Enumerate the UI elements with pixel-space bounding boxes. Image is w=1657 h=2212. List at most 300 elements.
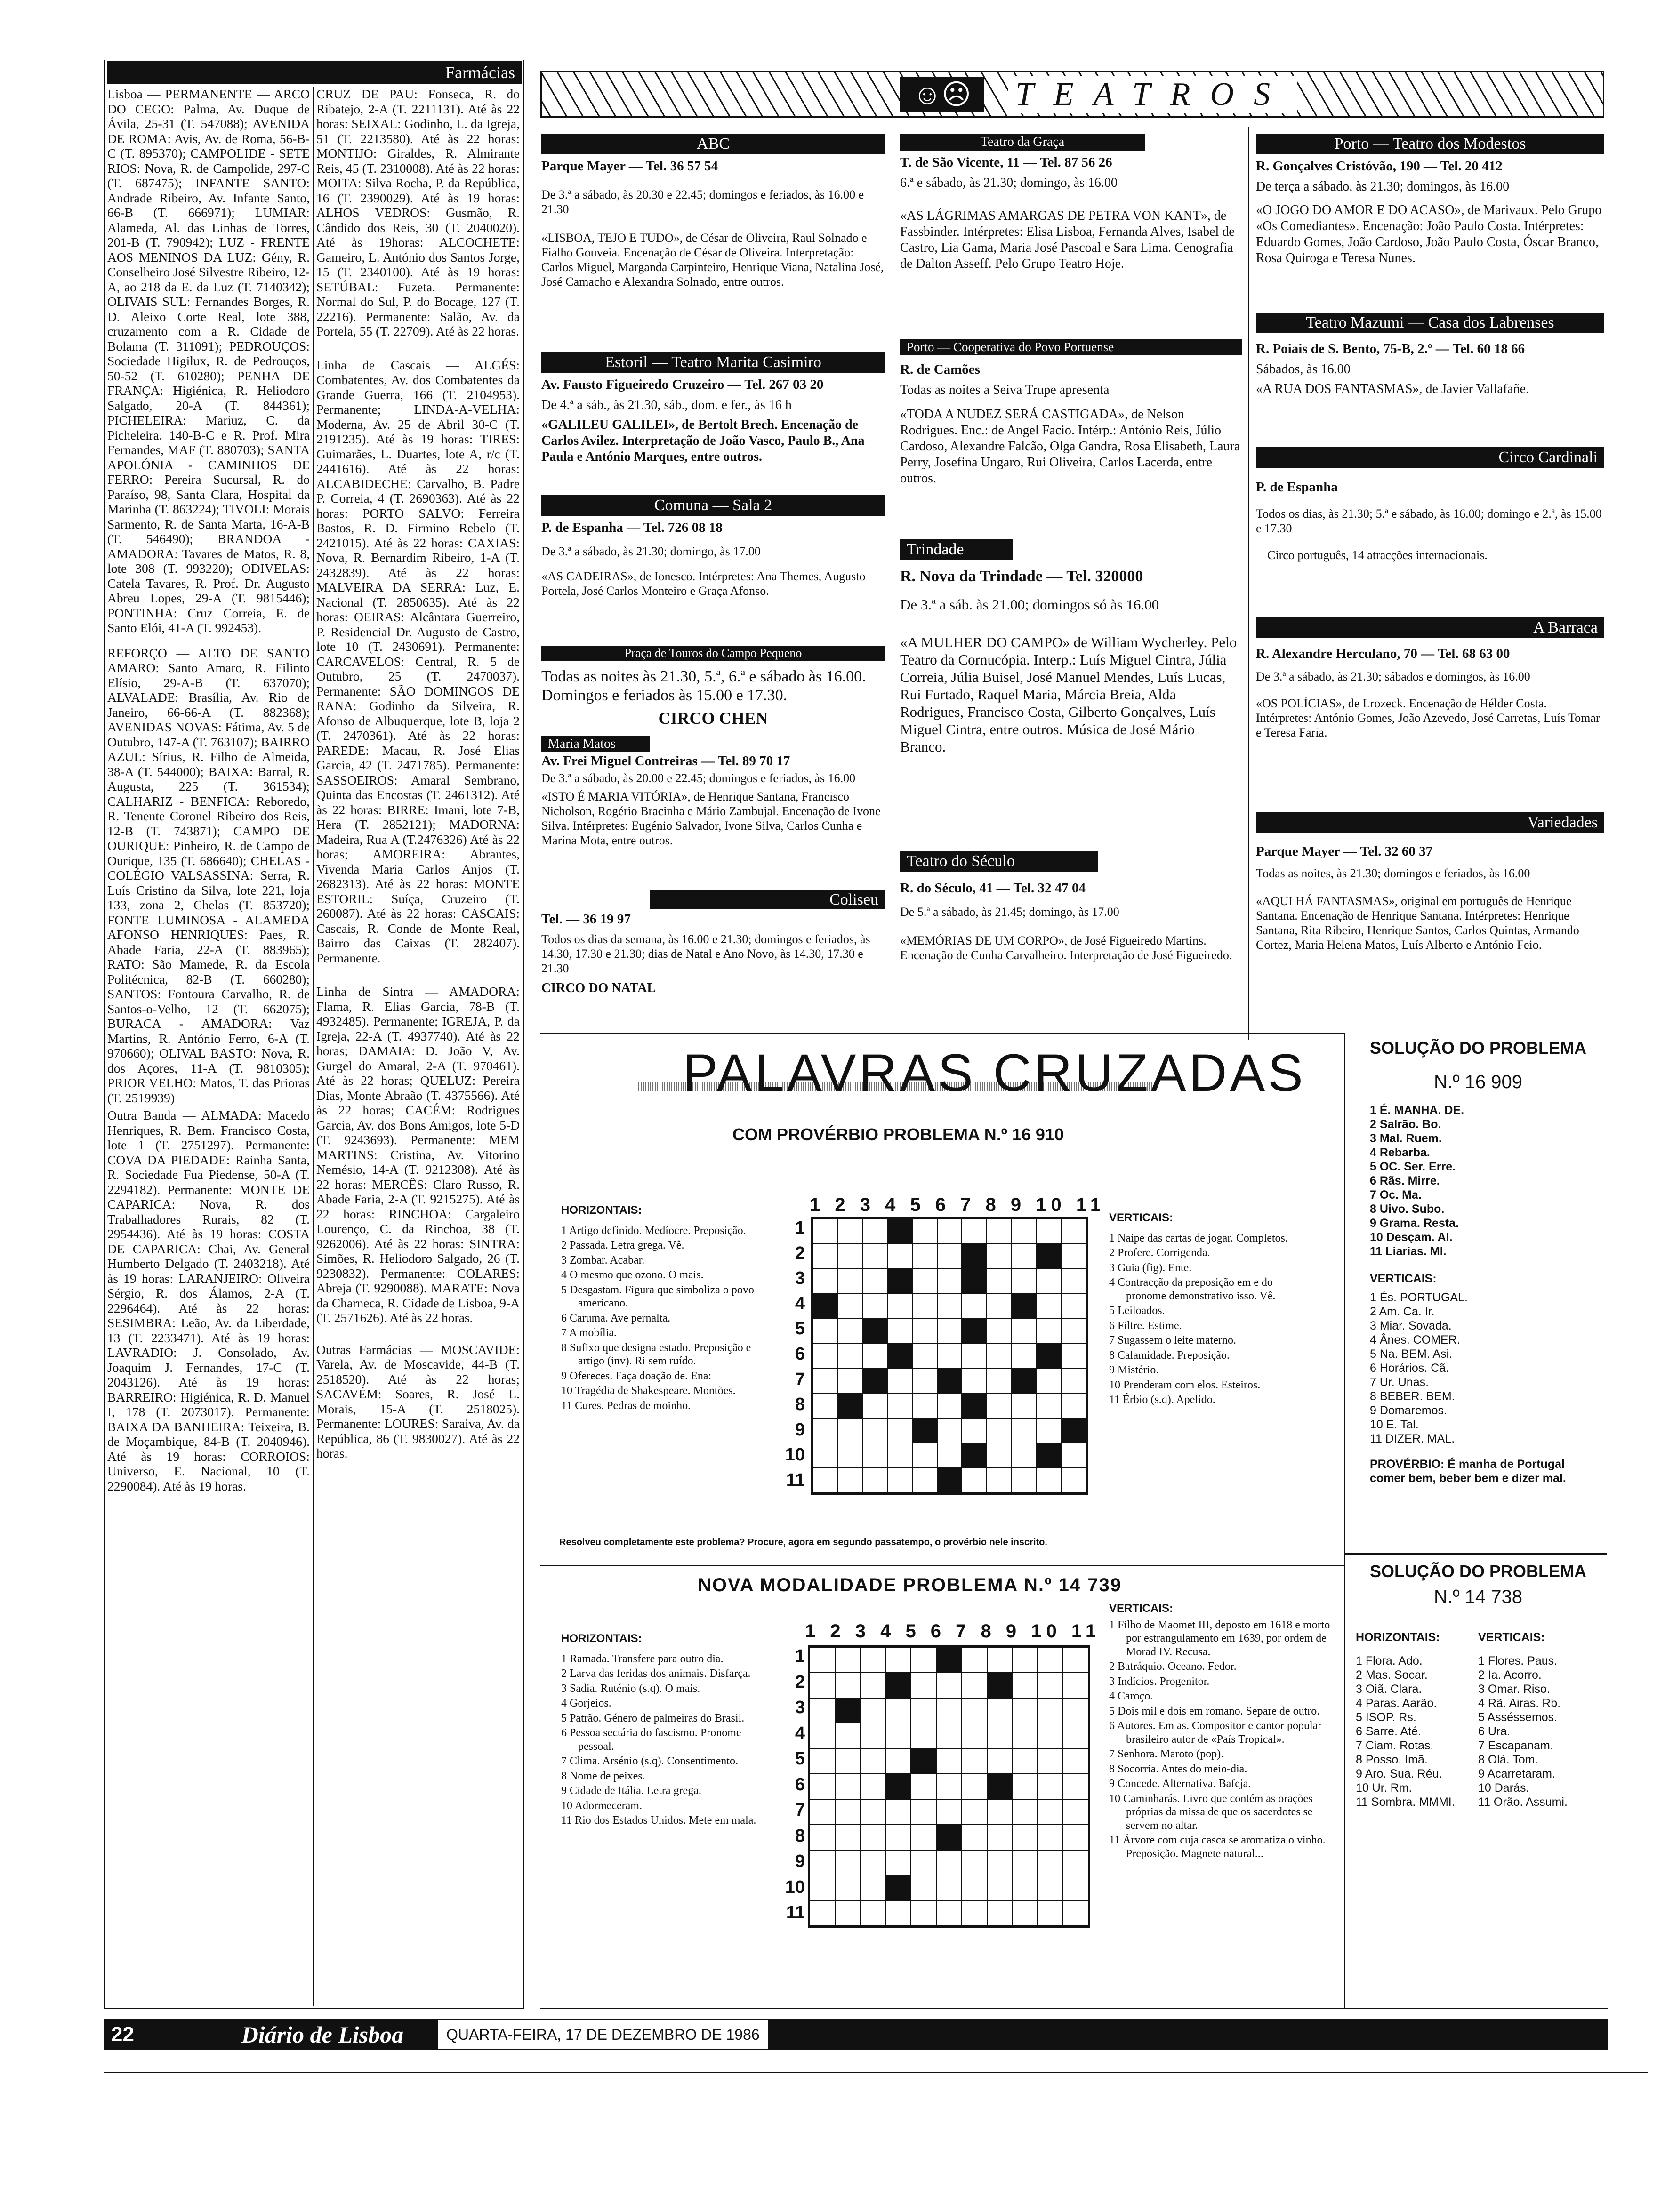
grid-cell[interactable] (861, 1673, 886, 1698)
grid-cell[interactable] (936, 1900, 962, 1926)
grid-cell[interactable] (861, 1875, 886, 1900)
grid-row-number: 4 (795, 1293, 805, 1314)
grid-cell-black (887, 1344, 912, 1369)
grid-cell[interactable] (962, 1875, 987, 1900)
grid-cell[interactable] (885, 1799, 911, 1825)
graca-address: T. de São Vicente, 11 — Tel. 87 56 26 (900, 155, 1112, 170)
grid-cell[interactable] (862, 1269, 887, 1294)
grid-cell[interactable] (1062, 1443, 1086, 1468)
grid-cell[interactable] (1062, 1319, 1086, 1344)
clue-vertical: 6 Autores. Em as. Compositor e cantor popular brasileiro autor de «País Tropical». (1109, 1720, 1322, 1746)
crossword1-grid (811, 1217, 1088, 1495)
grid-cell[interactable] (987, 1244, 1012, 1269)
footer-page-number: 22 (111, 2023, 134, 2046)
grid-cell[interactable] (1013, 1774, 1038, 1799)
campo-header: Praça de Touros do Campo Pequeno (541, 646, 885, 661)
grid-cell[interactable] (885, 1723, 911, 1748)
clue-vertical: 10 Prenderam com elos. Esteiros. (1109, 1378, 1261, 1391)
grid-cell[interactable] (987, 1468, 1012, 1493)
grid-cell[interactable] (812, 1443, 837, 1468)
grid-cell[interactable] (1013, 1799, 1038, 1825)
grid-cell[interactable] (837, 1219, 862, 1244)
grid-cell[interactable] (1038, 1900, 1063, 1926)
grid-cell[interactable] (1038, 1875, 1063, 1900)
grid-cell[interactable] (812, 1393, 837, 1418)
grid-cell[interactable] (912, 1269, 937, 1294)
grid-cell[interactable] (861, 1647, 886, 1673)
grid-cell[interactable] (962, 1723, 987, 1748)
clue-horizontal: 1 Ramada. Transfere para outro dia. (561, 1652, 724, 1665)
grid-cell[interactable] (1013, 1900, 1038, 1926)
grid-cell[interactable] (937, 1319, 962, 1344)
pharmacy-lisboa-reforco: REFORÇO — ALTO DE SANTO AMARO: Santo Amaro, R. Filinto Elísio, 29-A-B (T. 637070); ALVALADE: Brasília, Av. Rio de Janeiro, 66-66-A (T. 882368); AVENIDAS NOVAS: Fátima, Av. 5 de Outubro, 147-A (T. 763107); BAIRRO AZUL: Sírius, R. Filho de Almeida, 38-A (T. 544000); BAIXA: Barral, R. Augusta, 225 (T. 361534); CALHARIZ - BENFICA: Reboredo, R. Tenente Coronel Ribeiro dos Reis, 12-B (T. 743871); CAMPO DE OURIQUE: Pinheiro, R. de Campo de Ourique, 135 (T. 686640); CHELAS - COLÉGIO VALSASSINA: Serra, R. Luís Cristino da Silva, lote 221, loja 133, zona 2, Chelas (T. 853720); FONTE LUMINOSA - ALAMEDA AFONSO HENRIQUES: Paes, R. Abade Faria, 22-A (T. 883965); RATO: São Mamede, R. da Escola Politécnica, 82-B (T. 660280); SANTOS: Fontoura Carvalho, R. de Santos-o-Velho, 12 (T. 662075); BURACA - AMADORA: Vaz Martins, R. António Ferro, 6-A (T. 970660); OLIVAL BASTO: Nova, R. dos Açores, 11-A (T. 9810305); PRIOR VELHO: Matos, T. das Prioras (T. 2519939) (107, 645, 310, 1105)
comuna-header: Comuna — Sala 2 (541, 495, 885, 516)
pharmacy-bottom-rule (104, 2008, 524, 2009)
grid-cell[interactable] (810, 1799, 835, 1825)
solution-line: 2 Mas. Socar. (1356, 1668, 1428, 1682)
grid-cell[interactable] (912, 1368, 937, 1393)
solution-line: 6 Sarre. Até. (1356, 1725, 1421, 1738)
grid-cell[interactable] (812, 1368, 837, 1393)
grid-cell[interactable] (885, 1900, 911, 1926)
cardinali-desc: Circo português, 14 atracções internacionais. (1267, 548, 1488, 562)
pharmacy-col-2 (316, 87, 520, 1464)
grid-cell[interactable] (962, 1673, 987, 1698)
grid-cell[interactable] (911, 1723, 936, 1748)
grid-cell[interactable] (1063, 1850, 1088, 1875)
grid-cell[interactable] (937, 1443, 962, 1468)
grid-cell[interactable] (1063, 1698, 1088, 1723)
grid-cell[interactable] (1038, 1647, 1063, 1673)
grid-cell[interactable] (861, 1774, 886, 1799)
grid-cell[interactable] (835, 1748, 861, 1774)
grid-cell[interactable] (810, 1647, 835, 1673)
solution-line: 5 Na. BEM. Asi. (1370, 1347, 1453, 1361)
grid-cell[interactable] (837, 1344, 862, 1369)
grid-cell[interactable] (1038, 1774, 1063, 1799)
grid-cell[interactable] (962, 1344, 987, 1369)
grid-cell[interactable] (1038, 1723, 1063, 1748)
grid-cell[interactable] (887, 1393, 912, 1418)
grid-cell[interactable] (861, 1850, 886, 1875)
grid-cell[interactable] (862, 1393, 887, 1418)
grid-row-number: 3 (795, 1698, 805, 1717)
grid-cell[interactable] (912, 1443, 937, 1468)
abc-address: Parque Mayer — Tel. 36 57 54 (541, 159, 718, 174)
grid-cell[interactable] (835, 1673, 861, 1698)
grid-cell[interactable] (912, 1294, 937, 1319)
grid-cell[interactable] (812, 1418, 837, 1443)
clue-vertical: 1 Naipe das cartas de jogar. Completos. (1109, 1232, 1288, 1244)
grid-cell[interactable] (987, 1698, 1013, 1723)
grid-cell[interactable] (862, 1294, 887, 1319)
grid-cell[interactable] (837, 1269, 862, 1294)
modestos-times: De terça a sábado, às 21.30; domingos, às 16.00 (1256, 179, 1510, 194)
clue-horizontal: 1 Artigo definido. Medíocre. Preposição. (561, 1224, 746, 1237)
grid-cell-black (1037, 1443, 1062, 1468)
cooperativa-header: Porto — Cooperativa do Povo Portuense (900, 339, 1242, 355)
grid-cell[interactable] (837, 1368, 862, 1393)
grid-cell[interactable] (887, 1443, 912, 1468)
grid-cell[interactable] (937, 1393, 962, 1418)
coliseu-desc: CIRCO DO NATAL (541, 981, 656, 995)
grid-cell[interactable] (936, 1748, 962, 1774)
grid-cell[interactable] (987, 1748, 1013, 1774)
solution1-number: N.º 16 909 (1433, 1072, 1523, 1092)
grid-cell[interactable] (1012, 1468, 1037, 1493)
grid-cell[interactable] (1037, 1468, 1062, 1493)
grid-cell[interactable] (835, 1850, 861, 1875)
grid-cell[interactable] (861, 1799, 886, 1825)
grid-cell[interactable] (911, 1875, 936, 1900)
grid-cell[interactable] (1063, 1799, 1088, 1825)
crossword-title: PALAVRAS CRUZADAS (683, 1043, 1306, 1102)
grid-cell[interactable] (835, 1799, 861, 1825)
grid-row-number: 5 (795, 1749, 805, 1769)
grid-cell[interactable] (987, 1368, 1012, 1393)
grid-cell[interactable] (861, 1825, 886, 1850)
grid-cell[interactable] (1063, 1900, 1088, 1926)
grid-cell[interactable] (862, 1244, 887, 1269)
grid-cell[interactable] (1013, 1875, 1038, 1900)
grid-cell[interactable] (810, 1900, 835, 1926)
grid-cell[interactable] (861, 1748, 886, 1774)
grid-cell[interactable] (1012, 1344, 1037, 1369)
grid-cell[interactable] (1038, 1799, 1063, 1825)
grid-cell[interactable] (936, 1799, 962, 1825)
grid-cell[interactable] (837, 1294, 862, 1319)
grid-cell-black (936, 1825, 962, 1850)
grid-cell[interactable] (987, 1294, 1012, 1319)
grid-cell[interactable] (810, 1748, 835, 1774)
grid-cell[interactable] (835, 1900, 861, 1926)
grid-cell[interactable] (987, 1219, 1012, 1244)
grid-cell[interactable] (810, 1723, 835, 1748)
mariamatos-address: Av. Frei Miguel Contreiras — Tel. 89 70 17 (541, 753, 790, 769)
grid-cell[interactable] (911, 1825, 936, 1850)
grid-cell[interactable] (810, 1825, 835, 1850)
grid-cell[interactable] (837, 1319, 862, 1344)
pharmacy-linha-sintra: Linha de Sintra — AMADORA: Flama, R. Elias Garcia, 78-B (T. 4932485). Permanente; IGREJA, P. da Igreja, 22-A (T. 4937740). Até às 22 horas; DAMAIA: D. João V, Av. Gurgel do Amaral, 2-A (T. 970461). Até às 22 horas; QUELUZ: Pereira Dias, Monte Abraão (T. 4375566). Até às 22 horas; CACÉM: Rodrigues Garcia, Av. dos Bons Amigos, lote 5-D (T. 9243693). Permanente: MEM MARTINS: Cristina, Av. Vitorino Nemésio, 14-A (T. 9212308). Até às 22 horas: MERCÊS: Claro Russo, R. Abade Faria, 2-A (T. 9215275). Até às 22 horas: RINCHOA: Cargaleiro Lourenço, C. da Rinchoa, 38 (T. 9262006). Até às 22 horas: SINTRA: Simões, R. Heliodoro Salgado, 26 (T. 9230832). Permanente: COLARES: Abreja (T. 9290088). MARATE: Nova da Charneca, R. Cidade de Lisboa, 9-A (T. 2571626). Até às 22 horas. (316, 984, 520, 1325)
grid-cell[interactable] (912, 1319, 937, 1344)
grid-cell[interactable] (1037, 1368, 1062, 1393)
abc-header: ABC (541, 134, 885, 154)
grid-cell[interactable] (987, 1443, 1012, 1468)
grid-cell[interactable] (1038, 1673, 1063, 1698)
grid-cell[interactable] (1062, 1269, 1086, 1294)
grid-cell[interactable] (812, 1319, 837, 1344)
coliseu-header: Coliseu (650, 890, 885, 909)
grid-cell[interactable] (1063, 1774, 1088, 1799)
grid-cell[interactable] (861, 1900, 886, 1926)
grid-cell-black (962, 1244, 987, 1269)
grid-cell[interactable] (911, 1698, 936, 1723)
grid-cell[interactable] (1063, 1825, 1088, 1850)
grid-row-number: 7 (795, 1800, 805, 1820)
grid-cell[interactable] (862, 1468, 887, 1493)
grid-cell[interactable] (987, 1647, 1013, 1673)
grid-cell[interactable] (911, 1774, 936, 1799)
grid-cell-black (862, 1368, 887, 1393)
grid-cell[interactable] (1038, 1850, 1063, 1875)
mariamatos-header: Maria Matos (541, 736, 650, 752)
grid-cell-black (862, 1319, 887, 1344)
grid-cell[interactable] (1037, 1219, 1062, 1244)
clue-horizontal: 7 A mobília. (561, 1327, 617, 1339)
grid-cell[interactable] (962, 1748, 987, 1774)
comuna-desc: «AS CADEIRAS», de Ionesco. Intérpretes: Ana Themes, Augusto Portela, José Carlos Monteiro e Graça Afonso. (541, 569, 866, 598)
grid-cell[interactable] (1013, 1825, 1038, 1850)
grid-cell[interactable] (885, 1850, 911, 1875)
solution-line: 7 Ur. Unas. (1370, 1376, 1429, 1389)
clue-vertical: 4 Contracção da preposição em e do pronome demonstrativo isso. Vê. (1109, 1276, 1276, 1302)
grid-cell[interactable] (862, 1418, 887, 1443)
grid-cell[interactable] (1062, 1368, 1086, 1393)
grid-cell[interactable] (936, 1673, 962, 1698)
grid-cell[interactable] (962, 1219, 987, 1244)
clue-horizontal: 10 Adormeceram. (561, 1799, 642, 1812)
theatre-cooperativa (900, 339, 1242, 490)
grid-cell[interactable] (837, 1468, 862, 1493)
grid-cell[interactable] (937, 1418, 962, 1443)
grid-cell[interactable] (987, 1875, 1013, 1900)
grid-cell[interactable] (812, 1244, 837, 1269)
clue-vertical: 11 Árvore com cuja casca se aromatiza o vinho. Preposição. Magnete natural... (1109, 1834, 1326, 1860)
grid-cell[interactable] (861, 1723, 886, 1748)
grid-cell[interactable] (911, 1850, 936, 1875)
clue-vertical: 10 Caminharás. Livro que contém as orações próprias da missa de que os sacerdotes se servem no altar. (1109, 1792, 1313, 1832)
coliseu-address: Tel. — 36 19 97 (541, 912, 631, 927)
coliseu-times: Todos os dias da semana, às 16.00 e 21.30; domingos e feriados, às 14.30, 17.30 e 21.30; dias de Natal e Ano Novo, às 14.30, 17.30 e 21.30 (541, 932, 870, 975)
grid-cell[interactable] (812, 1344, 837, 1369)
grid-cell[interactable] (835, 1647, 861, 1673)
grid-cell[interactable] (810, 1698, 835, 1723)
grid-cell[interactable] (1012, 1319, 1037, 1344)
grid-cell[interactable] (835, 1825, 861, 1850)
grid-cell[interactable] (885, 1647, 911, 1673)
grid-cell-black (1037, 1244, 1062, 1269)
grid-cell[interactable] (987, 1850, 1013, 1875)
grid-cell[interactable] (837, 1244, 862, 1269)
clue-vertical: 7 Senhora. Maroto (pop). (1109, 1748, 1224, 1760)
clue-horizontal: 9 Ofereces. Faça doação de. Ena: (561, 1370, 712, 1382)
grid-cell[interactable] (987, 1723, 1013, 1748)
grid-cell[interactable] (1062, 1468, 1086, 1493)
solution-line: 2 Salrão. Bo. (1370, 1118, 1441, 1131)
solution-divider (1344, 1033, 1345, 2008)
pharmacy-outras: Outras Farmácias — MOSCAVIDE: Varela, Av. de Moscavide, 44-B (T. 2518520). Até às 22 horas; SACAVÉM: Soares, R. José L. Morais, 15-A (T. 2518025). Permanente: LOURES: Saraiva, Av. da República, 86 (T. 9830027). Até às 22 horas. (316, 1342, 520, 1460)
grid-cell[interactable] (936, 1698, 962, 1723)
grid-cell[interactable] (812, 1468, 837, 1493)
grid-cell[interactable] (837, 1443, 862, 1468)
solution2 (1351, 1564, 1605, 1809)
grid-cell[interactable] (962, 1368, 987, 1393)
mariamatos-desc: «ISTO É MARIA VITÓRIA», de Henrique Santana, Francisco Nicholson, Rogério Bracinha e Mário Zambujal. Encenação de Ivone Silva. Intérpretes: Eugénio Salvador, Ivone Silva, Carlos Cunha e Marina Mota, entre outros. (541, 790, 881, 847)
grid-cell[interactable] (987, 1319, 1012, 1344)
grid-cell[interactable] (1063, 1723, 1088, 1748)
grid-cell[interactable] (887, 1319, 912, 1344)
cooperativa-address: R. de Camões (900, 362, 980, 377)
grid-cell[interactable] (810, 1875, 835, 1900)
grid-cell[interactable] (1012, 1393, 1037, 1418)
grid-cell[interactable] (962, 1468, 987, 1493)
grid-cell[interactable] (911, 1647, 936, 1673)
grid-cell[interactable] (810, 1673, 835, 1698)
grid-cell[interactable] (987, 1269, 1012, 1294)
grid-cell[interactable] (1037, 1319, 1062, 1344)
grid-row-number: 6 (795, 1344, 805, 1364)
grid-cell[interactable] (962, 1799, 987, 1825)
clue-vertical: 1 Filho de Maomet III, deposto em 1618 e morto por estrangulamento em 1639, por ordem de Morad IV. Recusa. (1109, 1619, 1330, 1658)
clue-vertical: 6 Filtre. Estime. (1109, 1319, 1182, 1332)
grid-cell[interactable] (911, 1900, 936, 1926)
grid-cell[interactable] (837, 1418, 862, 1443)
grid-cell[interactable] (987, 1393, 1012, 1418)
grid-cell[interactable] (937, 1269, 962, 1294)
grid-cell[interactable] (912, 1344, 937, 1369)
grid-cell[interactable] (1062, 1244, 1086, 1269)
grid-cell[interactable] (862, 1344, 887, 1369)
grid-cell[interactable] (1062, 1344, 1086, 1369)
clue-horizontal: 5 Desgastam. Figura que simboliza o povo americano. (561, 1283, 754, 1309)
grid-cell[interactable] (936, 1723, 962, 1748)
clue-horizontal: 9 Cidade de Itália. Letra grega. (561, 1785, 701, 1797)
grid-cell[interactable] (962, 1698, 987, 1723)
grid-cell-black (937, 1468, 962, 1493)
grid-cell[interactable] (1013, 1850, 1038, 1875)
grid-cell[interactable] (987, 1418, 1012, 1443)
grid-cell[interactable] (911, 1673, 936, 1698)
grid-cell[interactable] (937, 1294, 962, 1319)
grid-cell[interactable] (987, 1344, 1012, 1369)
crossword2-v-label: VERTICAIS: (1109, 1602, 1174, 1615)
solution-line: 4 Paras. Aarão. (1356, 1697, 1437, 1710)
grid-cell[interactable] (936, 1875, 962, 1900)
grid-cell[interactable] (1013, 1698, 1038, 1723)
grid-cell[interactable] (1038, 1825, 1063, 1850)
theatre-barraca (1256, 617, 1604, 744)
grid-cell[interactable] (1037, 1418, 1062, 1443)
grid-cell[interactable] (812, 1219, 837, 1244)
grid-cell[interactable] (887, 1244, 912, 1269)
grid-cell[interactable] (887, 1418, 912, 1443)
grid-cell[interactable] (862, 1443, 887, 1468)
solution-line: 5 OC. Ser. Erre. (1370, 1160, 1456, 1173)
grid-cell[interactable] (1038, 1748, 1063, 1774)
grid-cell[interactable] (962, 1774, 987, 1799)
grid-cell[interactable] (835, 1875, 861, 1900)
grid-cell[interactable] (835, 1723, 861, 1748)
crossword2-verticals (1109, 1602, 1330, 1862)
grid-cell[interactable] (1037, 1269, 1062, 1294)
grid-cell[interactable] (912, 1219, 937, 1244)
solution2-h-col (1351, 1630, 1478, 1809)
grid-cell[interactable] (912, 1393, 937, 1418)
grid-cell[interactable] (1013, 1748, 1038, 1774)
grid-cell[interactable] (987, 1900, 1013, 1926)
grid-cell[interactable] (1062, 1294, 1086, 1319)
left-rule (104, 60, 105, 2009)
grid-cell[interactable] (936, 1774, 962, 1799)
grid-cell[interactable] (1063, 1748, 1088, 1774)
solution-line: 5 Asséssemos. (1478, 1711, 1558, 1724)
grid-cell[interactable] (912, 1244, 937, 1269)
grid-cell[interactable] (810, 1774, 835, 1799)
grid-cell[interactable] (887, 1294, 912, 1319)
grid-cell[interactable] (987, 1825, 1013, 1850)
grid-cell[interactable] (987, 1799, 1013, 1825)
grid-cell[interactable] (1038, 1698, 1063, 1723)
grid-cell[interactable] (1012, 1244, 1037, 1269)
footer-rule (104, 2072, 1648, 2073)
theatre-mazumi (1256, 313, 1604, 401)
grid-cell[interactable] (1063, 1673, 1088, 1698)
grid-cell[interactable] (962, 1825, 987, 1850)
clue-horizontal: 8 Nome de peixes. (561, 1770, 645, 1782)
grid-cell[interactable] (887, 1468, 912, 1493)
grid-cell[interactable] (810, 1850, 835, 1875)
grid-cell[interactable] (1012, 1443, 1037, 1468)
solution-line: 9 Acarretaram. (1478, 1767, 1555, 1780)
grid-cell[interactable] (835, 1774, 861, 1799)
grid-cell[interactable] (1012, 1219, 1037, 1244)
clue-horizontal: 4 Gorjeios. (561, 1697, 611, 1709)
grid-cell-black (887, 1269, 912, 1294)
grid-row-number: 8 (795, 1826, 805, 1846)
grid-cell[interactable] (962, 1647, 987, 1673)
seculo-header: Teatro do Século (900, 851, 1098, 872)
pharmacy-outra-banda: Outra Banda — ALMADA: Macedo Henriques, R. Bem. Francisco Costa, lote 1 (T. 2751297). Permanente: COVA DA PIEDADE: Rainha Santa, R. Sociedade Fua Piedense, 50-A (T. 2294182). Permanente: MONTE DE CAPARICA: Nova, R. dos Trabalhadores Rurais, 82 (T. 2954436). Até às 19 horas: COSTA DE CAPARICA: Chai, Av. General Humberto Delgado (T. 2403218). Até às 19 horas: LARANJEIRO: Oliveira Sérgio, R. dos Álamos, 2-A (T. 2296464). Até às 22 horas: SESIMBRA: Leão, Av. da Liberdade, 13 (T. 2233471). Até às 19 horas: LAVRADIO: J. Consolado, Av. Joaquim J. Fernandes, 17-C (T. 2043126). Até às 19 horas: BARREIRO: Higiénica, R. D. Manuel I, 178 (T. 2073017). Permanente: BAIXA DA BANHEIRA: Teixeira, B. de Moçambique, 84-B (T. 2040946). Até às 19 horas: CORROIOS: Universo, E. Nacional, 10 (T. 2290084). Até às 19 horas. (107, 1108, 310, 1493)
grid-cell[interactable] (962, 1418, 987, 1443)
grid-cell[interactable] (962, 1294, 987, 1319)
grid-cell[interactable] (937, 1344, 962, 1369)
grid-cell[interactable] (911, 1799, 936, 1825)
grid-cell[interactable] (885, 1748, 911, 1774)
grid-cell[interactable] (1013, 1647, 1038, 1673)
grid-cell[interactable] (962, 1850, 987, 1875)
grid-cell-black (937, 1368, 962, 1393)
cardinali-address: P. de Espanha (1256, 480, 1338, 495)
grid-cell[interactable] (1013, 1673, 1038, 1698)
grid-cell[interactable] (1012, 1418, 1037, 1443)
grid-cell[interactable] (887, 1368, 912, 1393)
variedades-header: Variedades (1256, 812, 1604, 833)
grid-cell[interactable] (1062, 1219, 1086, 1244)
graca-desc: «AS LÁGRIMAS AMARGAS DE PETRA VON KANT», de Fassbinder. Intérpretes: Elisa Lisboa, Fernanda Alves, Isabel de Castro, Lia Gama, Maria José Pascoal e Sara Lima. Cenografia de Dalton Asseff. Pelo Grupo Teatro Hoje. (900, 208, 1235, 271)
grid-cell[interactable] (1037, 1294, 1062, 1319)
grid-cell[interactable] (862, 1219, 887, 1244)
grid-cell[interactable] (936, 1850, 962, 1875)
grid-cell[interactable] (861, 1698, 886, 1723)
solution-line: 9 Domaremos. (1370, 1404, 1447, 1417)
grid-cell[interactable] (1063, 1875, 1088, 1900)
solution-line: 3 Miar. Sovada. (1370, 1319, 1452, 1332)
grid-cell[interactable] (962, 1900, 987, 1926)
grid-cell[interactable] (1013, 1723, 1038, 1748)
grid-cell[interactable] (812, 1269, 837, 1294)
grid-cell[interactable] (885, 1825, 911, 1850)
grid-cell[interactable] (1062, 1393, 1086, 1418)
barraca-times: De 3.ª a sábado, às 21.30; sábados e domingos, às 16.00 (1256, 670, 1530, 683)
grid-cell[interactable] (937, 1219, 962, 1244)
grid-cell[interactable] (885, 1698, 911, 1723)
grid-row-number: 9 (795, 1851, 805, 1871)
grid-cell[interactable] (937, 1244, 962, 1269)
grid-cell[interactable] (1012, 1269, 1037, 1294)
grid-cell[interactable] (912, 1468, 937, 1493)
grid-cell[interactable] (1037, 1393, 1062, 1418)
grid-cell[interactable] (1063, 1647, 1088, 1673)
